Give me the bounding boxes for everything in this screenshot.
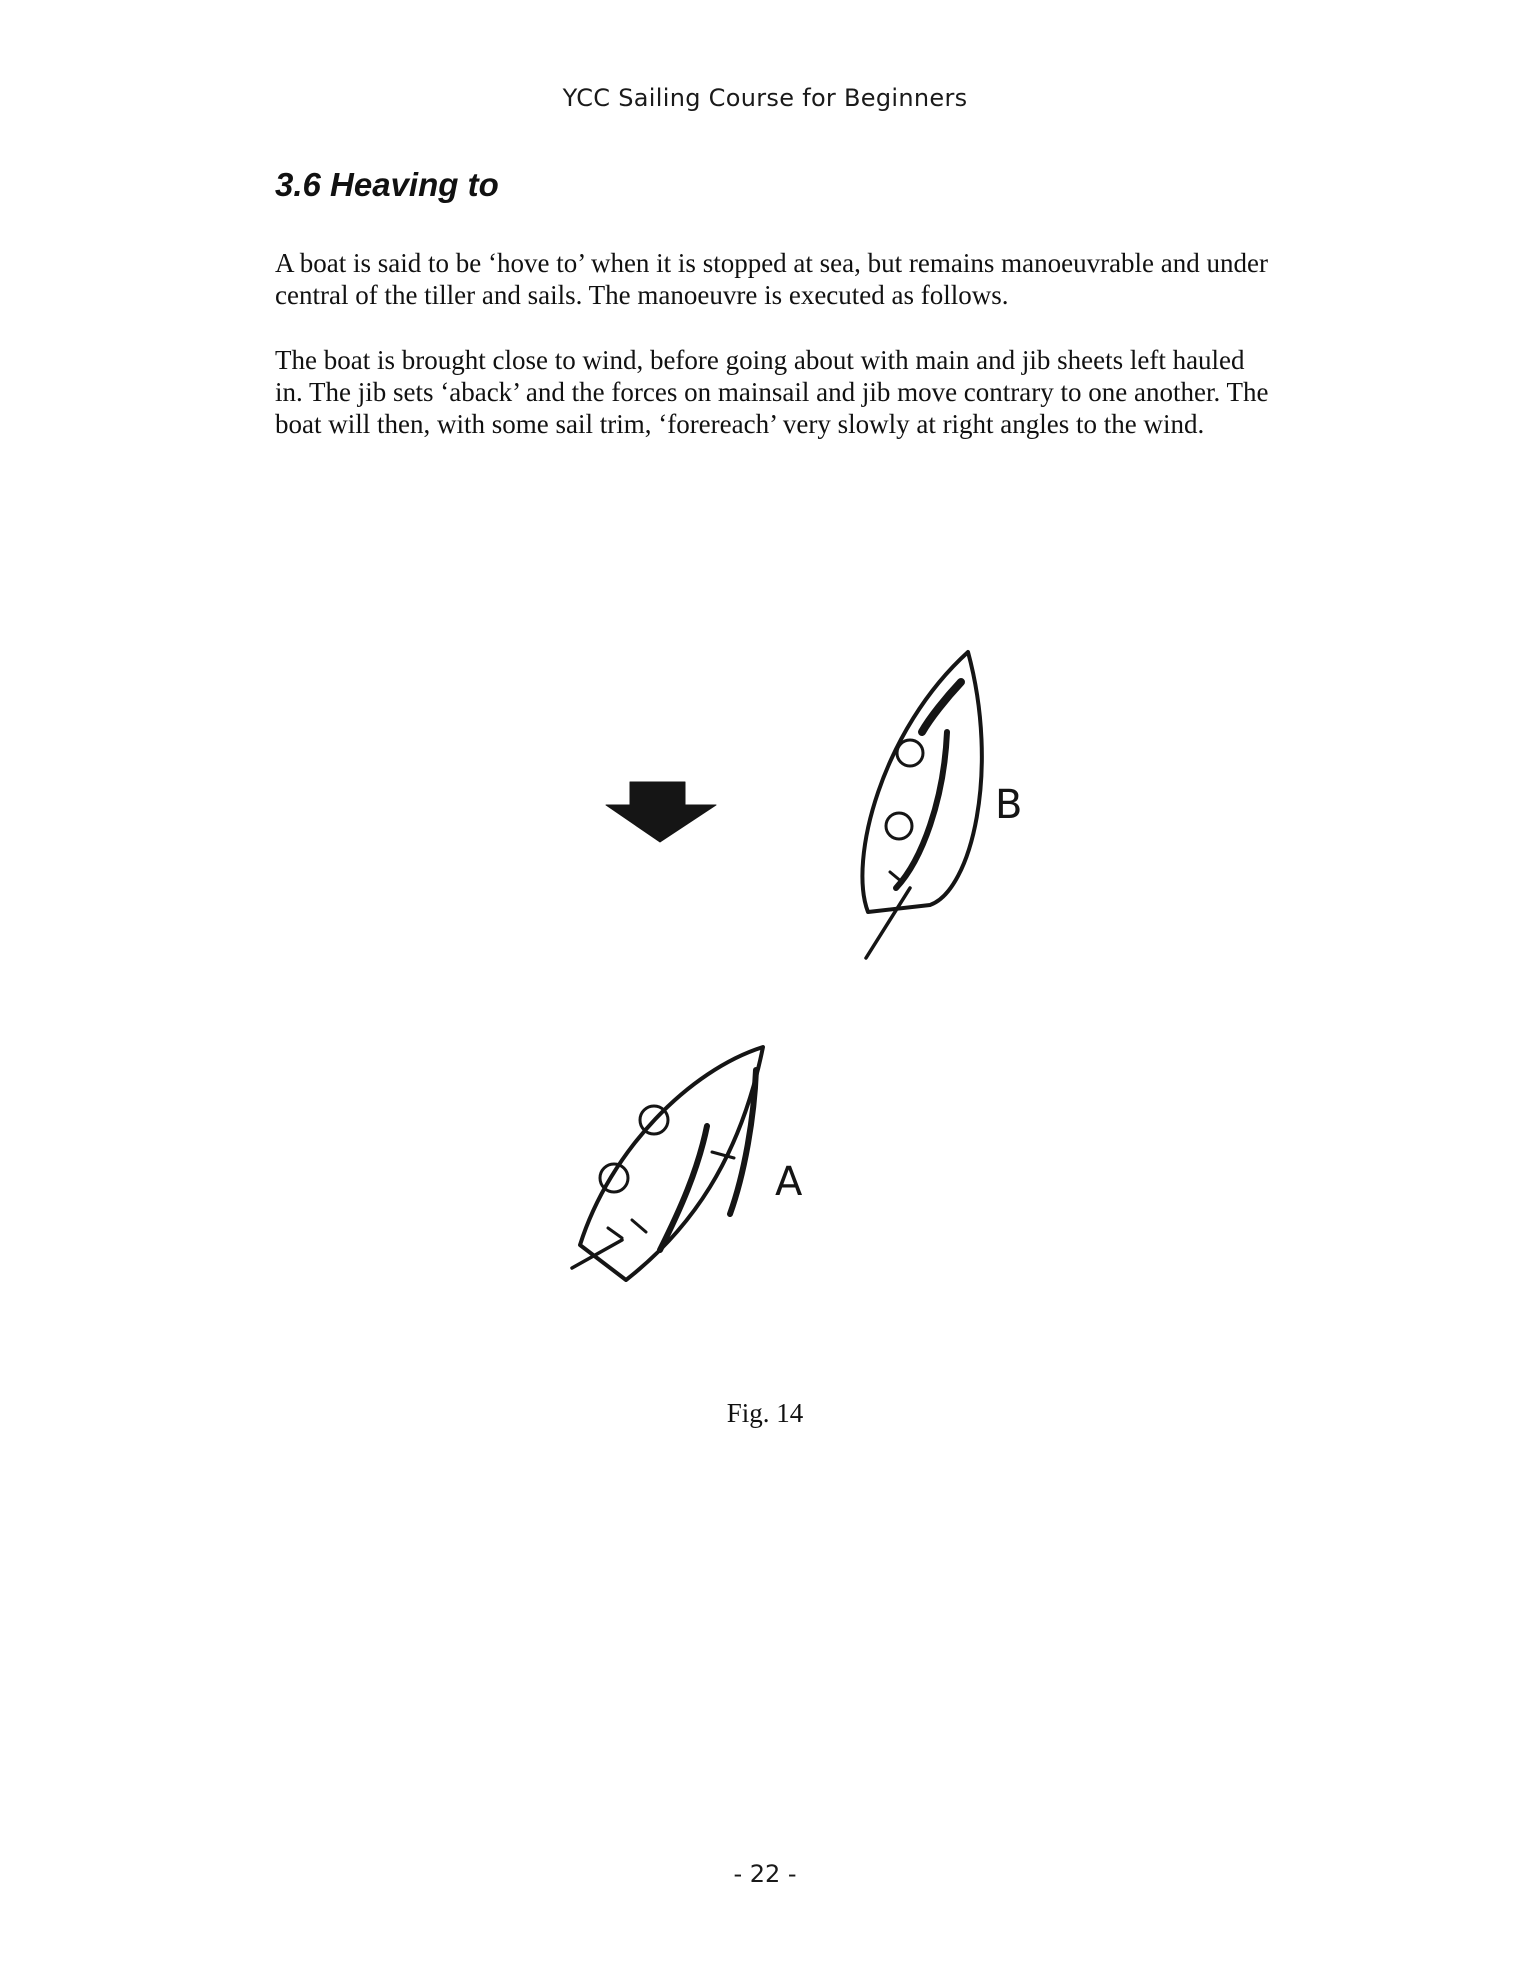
boat-b-label: B	[995, 782, 1023, 828]
boat-a-hull-outline	[580, 1047, 763, 1280]
figure-caption: Fig. 14	[726, 1398, 804, 1428]
intro-paragraph: A boat is said to be ‘hove to’ when it is stopped at sea, but remains manoeuvrable and under central of the tiller and sails. The manoeuvre is executed as follows.	[275, 248, 1269, 310]
page-number: - 22 -	[733, 1860, 797, 1888]
boat-b-crew-1	[897, 740, 923, 766]
running-header: YCC Sailing Course for Beginners	[562, 84, 968, 112]
boat-a-arrow-1	[608, 1228, 622, 1238]
boat-b-sheet-arrow	[890, 872, 902, 882]
boat-a-mainsail	[660, 1126, 707, 1250]
boat-b-rudder	[866, 888, 910, 958]
boat-a-crew-2	[600, 1164, 628, 1192]
heaving-to-diagram	[0, 560, 1530, 1320]
boat-a-arrow-2	[632, 1220, 646, 1232]
boat-b-jib	[922, 682, 961, 732]
wind-direction-arrow-icon	[606, 782, 716, 842]
boat-a	[572, 1047, 763, 1280]
boat-b-hull-outline	[862, 652, 981, 912]
boat-b-crew-2	[886, 813, 912, 839]
section-heading: 3.6 Heaving to	[275, 166, 499, 203]
boat-b	[862, 652, 981, 958]
boat-a-label: A	[775, 1159, 803, 1205]
heaving-to-figure	[0, 560, 1530, 1320]
procedure-paragraph: The boat is brought close to wind, before going about with main and jib sheets left hauled in. The jib sets ‘aback’ and the forces on mainsail and jib move contrary to one another. The boat will then, with some sail trim, ‘forereach’ very slowly at right angles to the wind.	[275, 345, 1269, 439]
